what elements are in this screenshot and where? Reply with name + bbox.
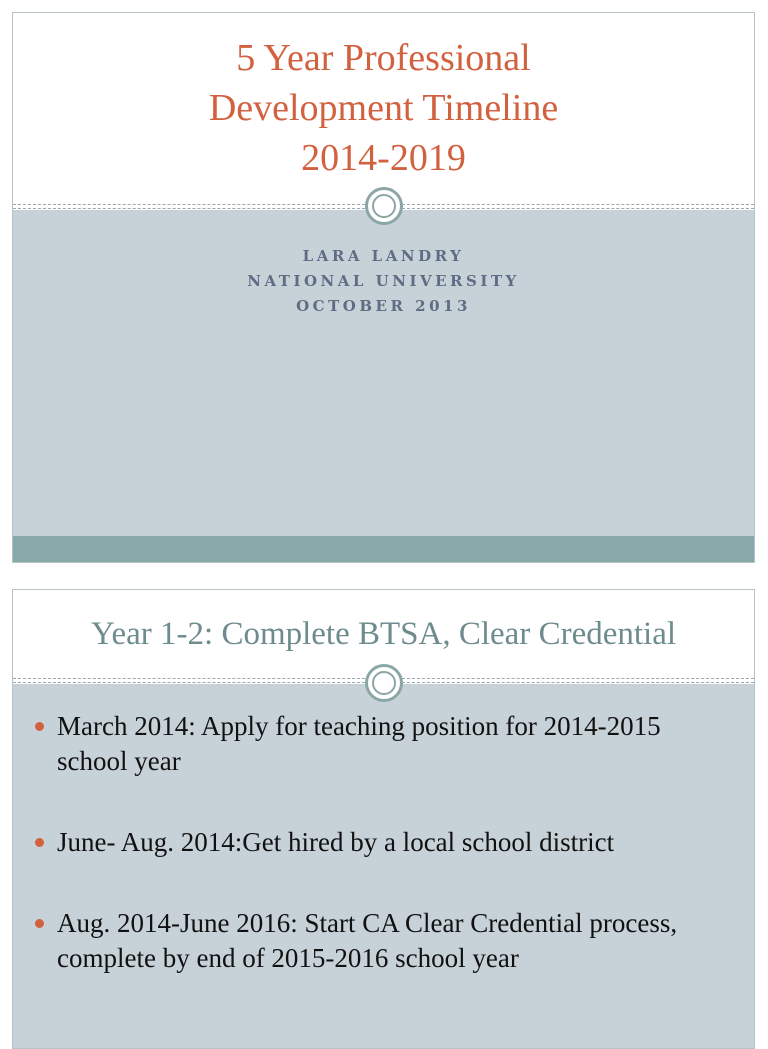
footer-band — [13, 536, 754, 563]
bullet-list — [33, 709, 733, 1022]
bullet-text: March 2014: Apply for teaching position for 2014-2015 school year — [57, 711, 661, 776]
list-item — [33, 906, 733, 976]
bullet-icon — [35, 722, 44, 731]
slide-title: Year 1-2: Complete BTSA, Clear Credential — [90, 616, 677, 652]
title-line-1: 5 Year Professional — [236, 37, 531, 79]
author-name: LARA LANDRY — [302, 247, 465, 265]
title-line-2: Development Timeline — [208, 87, 559, 129]
title-slide — [12, 12, 755, 563]
subtitle — [13, 244, 754, 319]
bullet-text: June- Aug. 2014:Get hired by a local school district — [57, 827, 615, 857]
bullet-icon — [35, 919, 44, 928]
slide-title — [13, 33, 754, 183]
list-item — [33, 709, 733, 779]
title-line-3: 2014-2019 — [301, 137, 466, 179]
circle-ring-icon — [365, 187, 403, 225]
bullet-icon — [35, 838, 44, 847]
list-item — [33, 825, 733, 860]
circle-ring-icon — [365, 664, 403, 702]
institution: NATIONAL UNIVERSITY — [247, 272, 520, 290]
content-slide — [12, 589, 755, 1049]
date: OCTOBER 2013 — [296, 297, 471, 315]
bullet-text: Aug. 2014-June 2016: Start CA Clear Credential process, complete by end of 2015-2016 school year — [57, 908, 678, 973]
